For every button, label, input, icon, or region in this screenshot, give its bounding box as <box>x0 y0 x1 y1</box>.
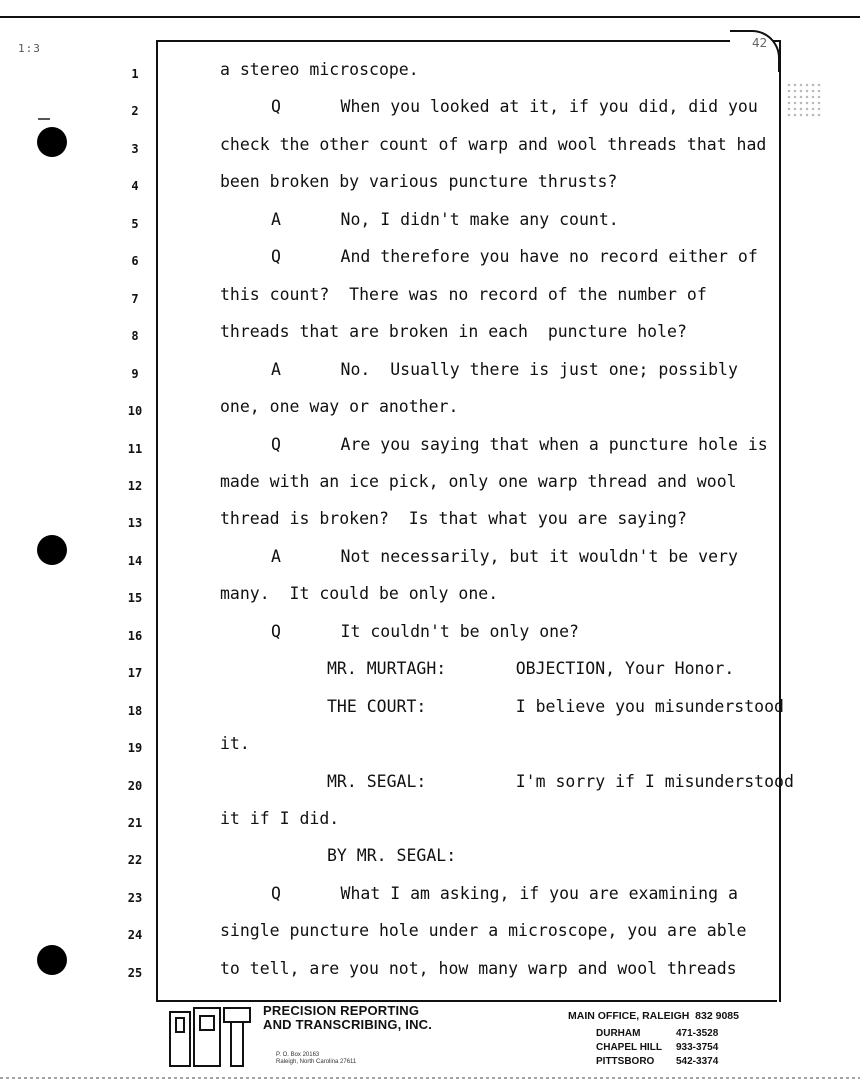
line-number: 7 <box>131 291 139 306</box>
transcript-line <box>0 242 860 280</box>
line-number: 2 <box>131 104 139 119</box>
transcript-line <box>0 879 860 917</box>
line-number: 19 <box>127 741 143 756</box>
line-number: 16 <box>127 628 143 643</box>
scan-edge <box>0 1077 860 1079</box>
line-number: 22 <box>127 853 143 868</box>
office-city: PITTSBORO <box>596 1056 655 1067</box>
line-text: BY MR. SEGAL: <box>327 846 457 866</box>
firm-name-line1: PRECISION REPORTING <box>263 1003 420 1018</box>
line-text: one, one way or another. <box>220 397 459 417</box>
transcript-line <box>0 130 860 168</box>
office-phone: 933-3754 <box>676 1042 719 1053</box>
line-text: a stereo microscope. <box>220 60 419 79</box>
transcript-line <box>0 205 860 243</box>
po-box: P. O. Box 20163 <box>276 1052 320 1058</box>
transcript-line <box>0 729 860 767</box>
line-text: Q Are you saying that when a puncture hole is <box>271 434 768 454</box>
line-number: 1 <box>131 67 139 81</box>
firm-name <box>263 1004 432 1032</box>
line-text: Q And therefore you have no record either of <box>271 247 758 267</box>
line-number: 21 <box>127 816 143 830</box>
line-number: 9 <box>131 366 139 381</box>
transcript-line <box>0 280 860 318</box>
transcript-line <box>0 916 860 954</box>
page-top-edge <box>0 0 860 18</box>
transcript-line <box>0 617 860 655</box>
city-state: Raleigh, North Carolina 27611 <box>276 1059 357 1065</box>
transcript-line <box>0 167 860 205</box>
line-text: it. <box>220 734 250 754</box>
line-number: 17 <box>127 666 143 681</box>
transcript-line <box>0 542 860 580</box>
line-number: 14 <box>127 553 143 568</box>
line-number: 18 <box>127 703 143 718</box>
transcript-line <box>0 579 860 617</box>
line-text: A Not necessarily, but it wouldn't be very <box>271 546 738 566</box>
line-text: made with an ice pick, only one warp thread and wool <box>220 471 737 491</box>
page-number-stamp: 42 <box>752 36 768 50</box>
transcript-line <box>0 92 860 130</box>
line-number: 25 <box>127 965 143 980</box>
line-number: 6 <box>131 254 139 269</box>
line-text: single puncture hole under a microscope, you are able <box>220 921 747 941</box>
line-text: been broken by various puncture thrusts? <box>220 172 618 192</box>
transcript-line <box>0 317 860 355</box>
line-number: 10 <box>127 404 143 419</box>
line-text: this count? There was no record of the number of <box>220 284 707 304</box>
line-text: to tell, are you not, how many warp and wool threads <box>220 958 737 978</box>
line-text: A No, I didn't make any count. <box>271 209 619 229</box>
main-office: MAIN OFFICE, RALEIGH 832 9085 <box>568 1010 739 1022</box>
transcript-line <box>0 841 860 879</box>
transcript-line <box>0 55 860 93</box>
margin-mark: 1:3 <box>18 42 41 55</box>
line-text: threads that are broken in each puncture hole? <box>220 322 687 342</box>
firm-logo <box>168 1006 254 1070</box>
line-text: MR. MURTAGH: OBJECTION, Your Honor. <box>327 659 735 679</box>
line-number: 8 <box>131 329 139 344</box>
office-phone: 471-3528 <box>676 1028 719 1039</box>
footer-rule <box>156 1000 777 1002</box>
line-text: Q When you looked at it, if you did, did you <box>271 97 758 117</box>
transcript-line <box>0 954 860 992</box>
transcript-line <box>0 767 860 805</box>
office-phone: 542-3374 <box>676 1056 719 1067</box>
transcript-line <box>0 692 860 730</box>
line-number: 23 <box>127 890 143 905</box>
line-number: 20 <box>127 778 143 793</box>
line-number: 15 <box>127 591 143 606</box>
line-text: it if I did. <box>220 809 340 828</box>
office-city: CHAPEL HILL <box>596 1042 662 1053</box>
line-text: thread is broken? Is that what you are saying? <box>220 509 687 529</box>
firm-address <box>276 1052 356 1066</box>
office-city: DURHAM <box>596 1028 641 1039</box>
transcript-line <box>0 467 860 505</box>
line-number: 12 <box>127 478 143 493</box>
line-number: 4 <box>131 179 139 194</box>
line-number: 13 <box>127 516 143 531</box>
line-text: many. It could be only one. <box>220 584 499 604</box>
line-text: Q What I am asking, if you are examining a <box>271 883 738 903</box>
transcript-line <box>0 654 860 692</box>
transcript-line <box>0 392 860 430</box>
transcript-line <box>0 804 860 842</box>
line-number: 24 <box>127 928 143 943</box>
transcript-line <box>0 504 860 542</box>
line-text: A No. Usually there is just one; possibly <box>271 359 738 379</box>
line-text: Q It couldn't be only one? <box>271 621 579 641</box>
firm-name-line2: AND TRANSCRIBING, INC. <box>263 1017 433 1032</box>
transcript-line <box>0 355 860 393</box>
line-text: THE COURT: I believe you misunderstood <box>327 696 784 716</box>
line-text: check the other count of warp and wool threads that had <box>220 134 767 154</box>
line-number: 11 <box>127 441 143 456</box>
line-number: 3 <box>131 141 139 156</box>
line-number: 5 <box>131 216 139 231</box>
transcript-line <box>0 430 860 468</box>
line-text: MR. SEGAL: I'm sorry if I misunderstood <box>327 771 794 791</box>
